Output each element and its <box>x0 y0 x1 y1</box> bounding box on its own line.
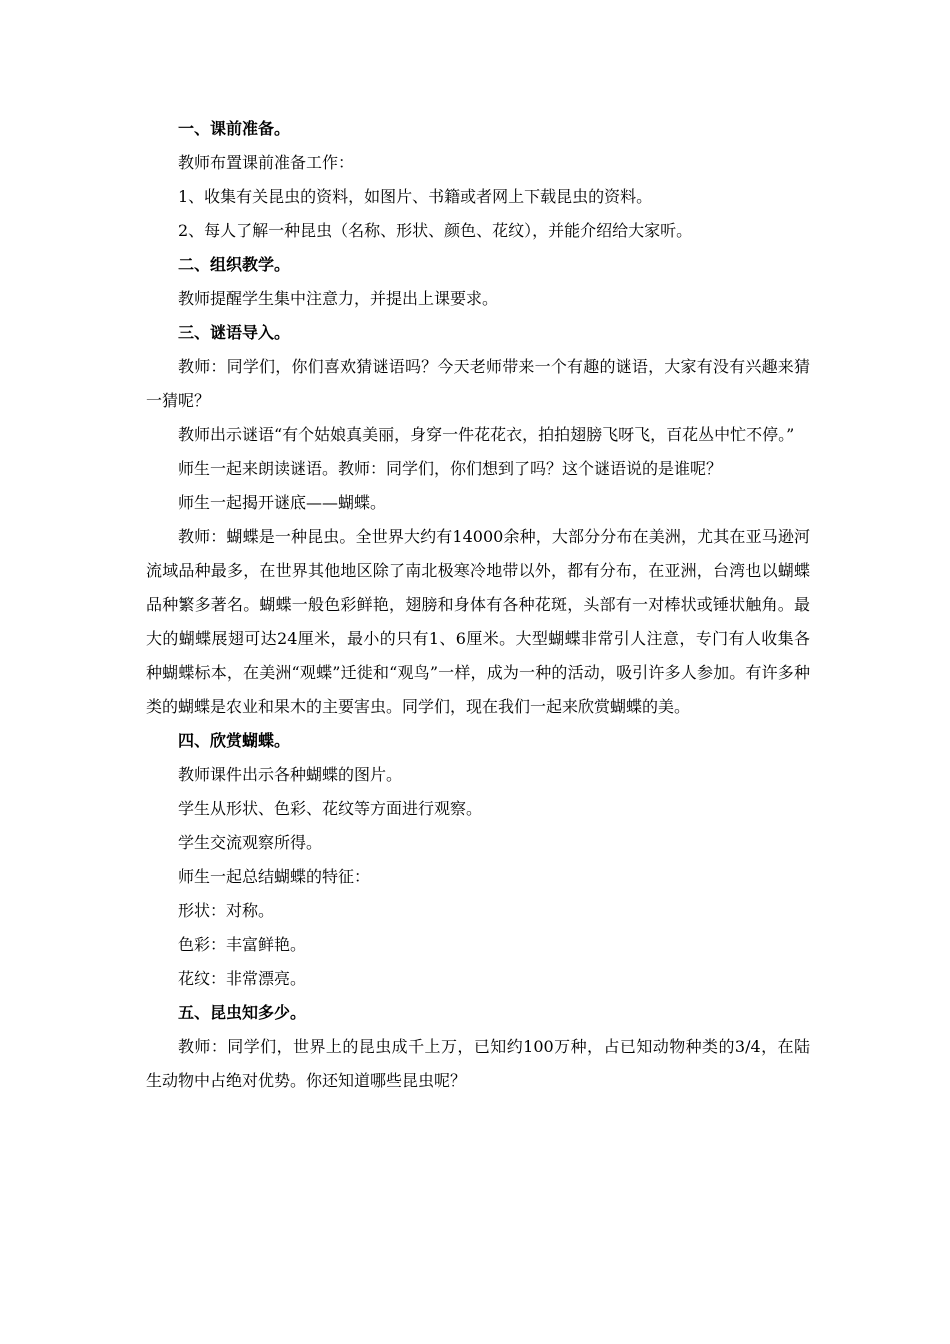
paragraph: 师生一起揭开谜底——蝴蝶。 <box>178 493 387 512</box>
feature-item: 花纹：非常漂亮。 <box>178 969 307 988</box>
list-item: 1、收集有关昆虫的资料，如图片、书籍或者网上下载昆虫的资料。 <box>178 187 653 206</box>
paragraph: 教师出示谜语“有个姑娘真美丽，身穿一件花花衣，拍拍翅膀飞呀飞，百花丛中忙不停。” <box>178 425 795 444</box>
section-heading-insects: 五、昆虫知多少。 <box>178 1003 307 1022</box>
paragraph: 教师提醒学生集中注意力，并提出上课要求。 <box>178 289 499 308</box>
paragraph: 学生交流观察所得。 <box>178 833 323 852</box>
paragraph: 学生从形状、色彩、花纹等方面进行观察。 <box>178 799 483 818</box>
section-heading-appreciate: 四、欣赏蝴蝶。 <box>178 731 291 750</box>
section-heading-riddle: 三、谜语导入。 <box>178 323 291 342</box>
list-item: 2、每人了解一种昆虫（名称、形状、颜色、花纹），并能介绍给大家听。 <box>178 221 693 240</box>
section-heading-preparation: 一、课前准备。 <box>178 119 291 138</box>
feature-item: 形状：对称。 <box>178 901 275 920</box>
paragraph: 教师：蝴蝶是一种昆虫。全世界大约有14000余种，大部分分布在美洲，尤其在亚马逊河流域品种最多，在世界其他地区除了南北极寒冷地带以外，都有分布，在亚洲，台湾也以蝴蝶品种繁多著名。蝴蝶一般色彩鲜艳，翅膀和身体有各种花斑，头部有一对棒状或锤状触角。最大的蝴蝶展翅可达24厘米，最小的只有1、6厘米。大型蝴蝶非常引人注意，专门有人收集各种蝴蝶标本，在美洲“观蝶”迁徙和“观鸟”一样，成为一种的活动，吸引许多人参加。有许多种类的蝴蝶是农业和果木的主要害虫。同学们，现在我们一起来欣赏蝴蝶的美。 <box>146 527 810 716</box>
paragraph: 教师课件出示各种蝴蝶的图片。 <box>178 765 403 784</box>
feature-item: 色彩：丰富鲜艳。 <box>178 935 307 954</box>
paragraph: 教师：同学们，你们喜欢猜谜语吗？今天老师带来一个有趣的谜语，大家有没有兴趣来猜一猜呢？ <box>146 357 810 410</box>
paragraph: 教师布置课前准备工作： <box>178 153 355 172</box>
paragraph: 师生一起总结蝴蝶的特征： <box>178 867 371 886</box>
document-page <box>146 112 810 1098</box>
paragraph: 师生一起来朗读谜语。教师：同学们，你们想到了吗？这个谜语说的是谁呢？ <box>178 459 723 478</box>
paragraph: 教师：同学们，世界上的昆虫成千上万，已知约100万种，占已知动物种类的3/4，在陆生动物中占绝对优势。你还知道哪些昆虫呢？ <box>146 1037 810 1090</box>
section-heading-organize: 二、组织教学。 <box>178 255 291 274</box>
